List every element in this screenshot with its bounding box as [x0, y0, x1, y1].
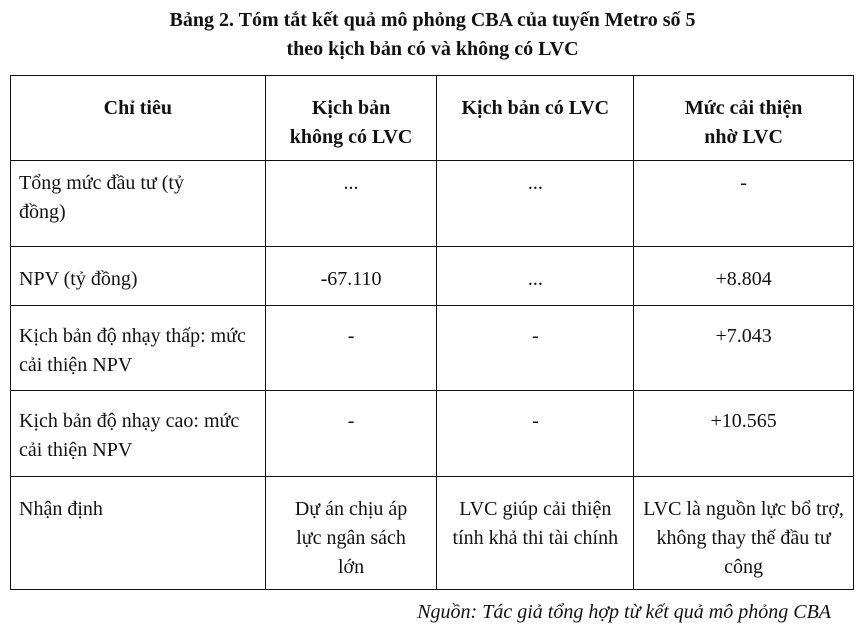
table-row	[11, 247, 854, 306]
cell-with-lvc: -	[437, 306, 634, 391]
cell-without-lvc: -	[265, 391, 437, 477]
cell-without-lvc: -67.110	[265, 247, 437, 306]
cell-without-lvc: -	[265, 306, 437, 391]
cba-summary-table	[10, 75, 854, 590]
table-row	[11, 477, 854, 590]
header-without-lvc: Kịch bản không có LVC	[265, 76, 437, 161]
table-row	[11, 306, 854, 391]
cell-improvement: +7.043	[634, 306, 854, 391]
cell-improvement: +8.804	[634, 247, 854, 306]
row-label: Nhận định	[11, 477, 266, 590]
header-with-lvc: Kịch bản có LVC	[437, 76, 634, 161]
row-label: NPV (tỷ đồng)	[11, 247, 266, 306]
cell-improvement: -	[634, 161, 854, 247]
cell-with-lvc: ...	[437, 161, 634, 247]
cell-with-lvc: -	[437, 391, 634, 477]
row-label: Tổng mức đầu tư (tỷ đồng)	[11, 161, 266, 247]
cell-improvement: +10.565	[634, 391, 854, 477]
table-title	[0, 6, 865, 64]
header-improvement: Mức cải thiện nhờ LVC	[634, 76, 854, 161]
cell-improvement: LVC là nguồn lực bổ trợ, không thay thế đầu tư công	[634, 477, 854, 590]
cell-with-lvc: LVC giúp cải thiện tính khả thi tài chính	[437, 477, 634, 590]
header-row	[11, 76, 854, 161]
table-title-line1: Bảng 2. Tóm tắt kết quả mô phỏng CBA của tuyến Metro số 5	[169, 9, 696, 31]
header-indicator: Chỉ tiêu	[11, 76, 266, 161]
row-label: Kịch bản độ nhạy thấp: mức cải thiện NPV	[11, 306, 266, 391]
cell-without-lvc: ...	[265, 161, 437, 247]
cell-without-lvc: Dự án chịu áp lực ngân sách lớn	[265, 477, 437, 590]
row-label: Kịch bản độ nhạy cao: mức cải thiện NPV	[11, 391, 266, 477]
source-note: Nguồn: Tác giả tổng hợp từ kết quả mô phỏng CBA	[417, 601, 831, 623]
table-row	[11, 391, 854, 477]
table-row	[11, 161, 854, 247]
cell-with-lvc: ...	[437, 247, 634, 306]
table-title-line2: theo kịch bản có và không có LVC	[286, 38, 579, 60]
